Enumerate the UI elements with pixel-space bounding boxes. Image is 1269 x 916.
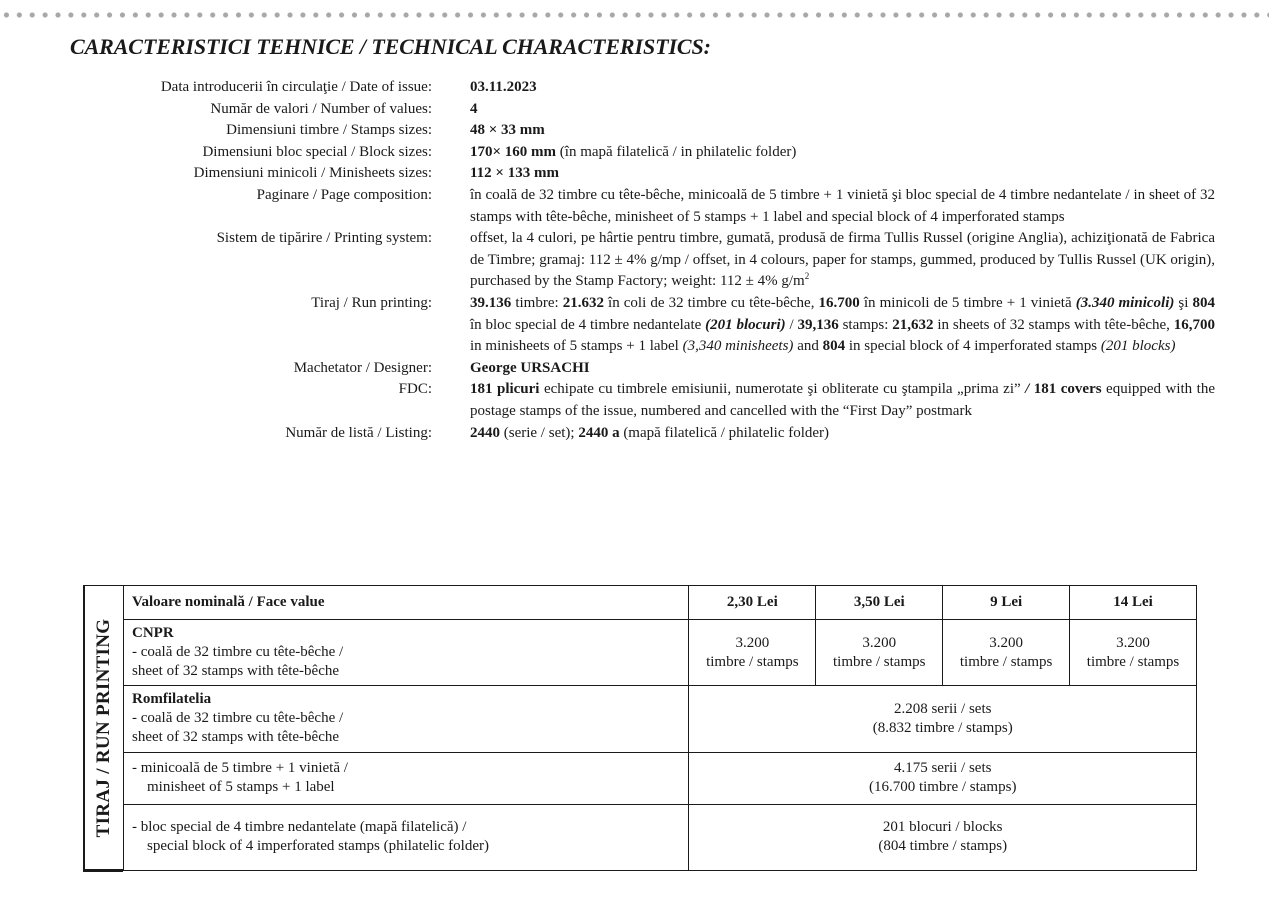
page-composition-value: în coală de 32 timbre cu tête-bêche, minicoală de 5 timbre + 1 vinietă şi bloc special de 4 timbre nedantelate / in sheet of 32 stamps with tête-bêche, minisheet of 5 stamps + 1 label and special block of 4 imperforated stamps <box>470 186 1215 225</box>
romfilatelia-qty: 2.208 serii / sets (8.832 timbre / stamps) <box>689 686 1197 752</box>
cnpr-qty-cell: 3.200 timbre / stamps <box>816 620 943 686</box>
minisheet-qty: 4.175 serii / sets (16.700 timbre / stamps) <box>689 752 1197 804</box>
page-title: CARACTERISTICI TEHNICE / TECHNICAL CHARACTERISTICS: <box>70 34 711 59</box>
table-row-romfilatelia <box>124 686 1197 752</box>
cnpr-qty-cell: 3.200 timbre / stamps <box>1070 620 1197 686</box>
header-value-cell: 14 Lei <box>1070 586 1197 620</box>
dotted-divider <box>0 10 1269 20</box>
block-sizes-value: 170× 160 mm (în mapă filatelică / in philatelic folder) <box>470 143 797 160</box>
stamp-sizes-value: 48 × 33 mm <box>470 122 545 139</box>
block-sizes-label: Dimensiuni bloc special / Block sizes: <box>202 143 432 160</box>
minisheet-description: - minicoală de 5 timbre + 1 vinietă / minisheet of 5 stamps + 1 label <box>124 752 689 804</box>
block-qty: 201 blocuri / blocks (804 timbre / stamps) <box>689 804 1197 870</box>
run-printing-table <box>83 585 1197 872</box>
header-value-cell: 2,30 Lei <box>689 586 816 620</box>
printing-system-value: offset, la 4 culori, pe hârtie pentru timbre, gumată, produsă de firma Tullis Russel (origine Anglia), achiziţionată de Fabrica de Timbre; gramaj: 112 ± 4% g/mp / offset, in 4 colours, paper for stamps, gummed, produced by Tullis Russel (UK origin), purchased by the Stamp Factory; weight: 112 ± 4% $g/m^2$ <box>470 230 1215 290</box>
date-label: Data introducerii în circulaţie / Date of issue: <box>160 79 432 95</box>
cnpr-description: CNPR - coală de 32 timbre cu tête-bêche / sheet of 32 stamps with tête-bêche <box>124 620 689 686</box>
romfilatelia-description: Romfilatelia - coală de 32 timbre cu tête-bêche / sheet of 32 stamps with tête-bêche <box>124 686 689 752</box>
side-label-text: TIRAJ / RUN PRINTING <box>93 618 114 837</box>
minisheet-sizes-label: Dimensiuni minicoli / Minisheets sizes: <box>193 165 432 182</box>
cnpr-qty-cell: 3.200 timbre / stamps <box>689 620 816 686</box>
designer-value: George URSACHI <box>470 359 590 376</box>
run-printing-label: Tiraj / Run printing: <box>311 294 432 311</box>
stamp-sizes-label: Dimensiuni timbre / Stamps sizes: <box>226 122 432 139</box>
designer-label: Machetator / Designer: <box>293 359 432 376</box>
table-header-row <box>124 586 1197 620</box>
block-description: - bloc special de 4 timbre nedantelate (mapă filatelică) / special block of 4 imperforated stamps (philatelic folder) <box>124 804 689 870</box>
fdc-label: FDC: <box>398 381 432 398</box>
technical-specs <box>60 77 1220 444</box>
table-side-label <box>83 585 123 872</box>
page-composition-label: Paginare / Page composition: <box>256 186 432 203</box>
header-face-value-label: Valoare nominală / Face value <box>124 586 689 620</box>
header-value-cell: 9 Lei <box>943 586 1070 620</box>
listing-value: 2440 (serie / set); 2440 a (mapă filatelică / philatelic folder) <box>470 424 830 441</box>
date-value: 03.11.2023 <box>470 79 537 95</box>
printing-system-label: Sistem de tipărire / Printing system: <box>216 230 432 247</box>
fdc-value: 181 plicuri echipate cu timbrele emisiunii, numerotate şi obliterate cu ştampila „prima zi” / 181 covers equipped with the postage stamps of the issue, numbered and cancelled with the “First Day” postmark <box>470 381 1215 419</box>
minisheet-sizes-value: 112 × 133 mm <box>470 165 559 182</box>
values-label: Număr de valori / Number of values: <box>210 100 432 117</box>
cnpr-qty-cell: 3.200 timbre / stamps <box>943 620 1070 686</box>
table-row-minisheet <box>124 752 1197 804</box>
table-row-cnpr <box>124 620 1197 686</box>
print-run-table <box>123 585 1197 871</box>
header-value-cell: 3,50 Lei <box>816 586 943 620</box>
run-printing-value: 39.136 timbre: 21.632 în coli de 32 timbre cu tête-bêche, 16.700 în minicoli de 5 timbre + 1 vinietă (3.340 minicoli) şi 804 în bloc special de 4 timbre nedantelate (201 blocuri) / 39,136 stamps: 21,632 in sheets of 32 stamps with tête-bêche, 16,700 in minisheets of 5 stamps + 1 label (3,340 minisheets) and 804 in special block of 4 imperforated stamps (201 blocks) <box>470 294 1216 355</box>
listing-label: Număr de listă / Listing: <box>285 424 432 441</box>
table-row-block <box>124 804 1197 870</box>
values-value: 4 <box>470 100 478 117</box>
